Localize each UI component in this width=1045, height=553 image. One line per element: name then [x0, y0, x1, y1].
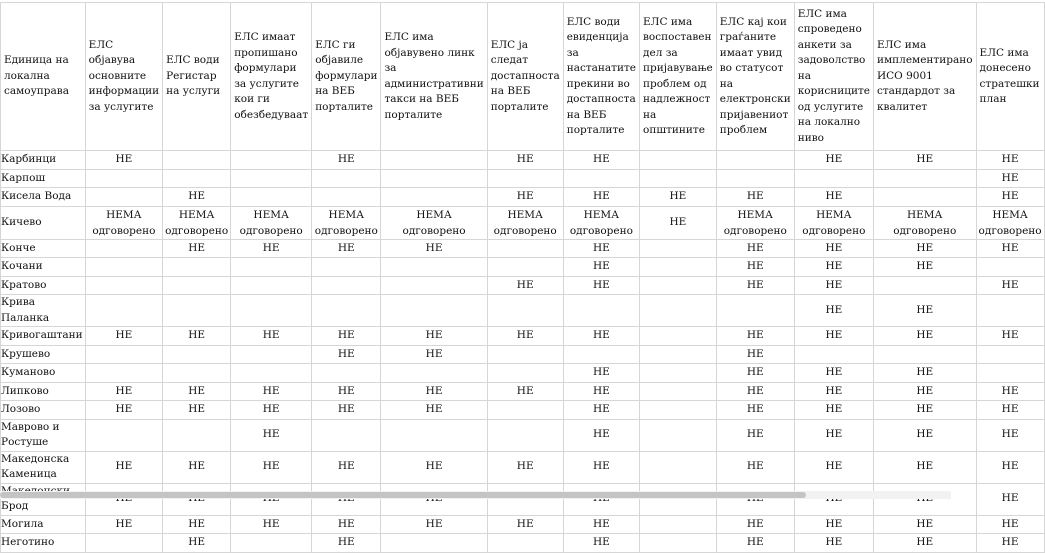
- answer-cell: НЕ: [563, 258, 639, 277]
- answer-cell: [563, 295, 639, 327]
- answer-cell: [163, 169, 231, 188]
- answer-cell: [640, 401, 717, 420]
- answer-cell: НЕМА одговорено: [976, 206, 1044, 239]
- table-row: [1, 515, 1045, 534]
- answer-cell: НЕ: [163, 327, 231, 346]
- answer-cell: НЕ: [312, 451, 381, 483]
- answer-cell: [163, 483, 231, 515]
- answer-cell: [312, 295, 381, 327]
- answer-cell: [873, 345, 976, 364]
- answer-cell: НЕ: [716, 239, 794, 258]
- answer-cell: НЕ: [563, 239, 639, 258]
- answer-cell: [794, 483, 873, 515]
- answer-cell: НЕ: [487, 382, 563, 401]
- answer-cell: НЕ: [716, 188, 794, 207]
- answer-cell: НЕ: [563, 419, 639, 451]
- answer-cell: [487, 419, 563, 451]
- answer-cell: НЕ: [716, 276, 794, 295]
- answer-cell: НЕ: [716, 419, 794, 451]
- table-row: [1, 534, 1045, 553]
- answer-cell: [976, 364, 1044, 383]
- table-row: [1, 401, 1045, 420]
- answer-cell: [231, 364, 312, 383]
- answer-cell: [976, 258, 1044, 277]
- municipality-name: Неготино: [1, 534, 86, 553]
- table-row: [1, 364, 1045, 383]
- answer-cell: НЕ: [976, 188, 1044, 207]
- answer-cell: [381, 419, 487, 451]
- answer-cell: НЕ: [312, 515, 381, 534]
- answer-cell: НЕ: [873, 151, 976, 170]
- table-row: [1, 151, 1045, 170]
- table-row: [1, 382, 1045, 401]
- municipality-name: Липково: [1, 382, 86, 401]
- answer-cell: НЕ: [794, 258, 873, 277]
- answer-cell: НЕ: [873, 515, 976, 534]
- answer-cell: НЕ: [231, 419, 312, 451]
- answer-cell: НЕ: [85, 327, 162, 346]
- municipality-name: Кратово: [1, 276, 86, 295]
- answer-cell: НЕ: [976, 327, 1044, 346]
- answer-cell: [312, 276, 381, 295]
- column-header-2: ЕЛС води Регистар на услуги: [163, 3, 231, 151]
- answer-cell: [85, 239, 162, 258]
- answer-cell: НЕ: [85, 401, 162, 420]
- answer-cell: [312, 419, 381, 451]
- answer-cell: [312, 483, 381, 515]
- answer-cell: [381, 483, 487, 515]
- table-row: [1, 295, 1045, 327]
- answer-cell: НЕ: [873, 239, 976, 258]
- answer-cell: НЕ: [312, 401, 381, 420]
- answer-cell: НЕ: [640, 206, 717, 239]
- answer-cell: НЕМА одговорено: [381, 206, 487, 239]
- answer-cell: [873, 483, 976, 515]
- answer-cell: [640, 327, 717, 346]
- column-header-5: ЕЛС има објавувено линк за административни такси на ВЕБ порталите: [381, 3, 487, 151]
- answer-cell: [487, 258, 563, 277]
- answer-cell: НЕ: [976, 401, 1044, 420]
- table-row: [1, 327, 1045, 346]
- answer-cell: [231, 258, 312, 277]
- answer-cell: [381, 276, 487, 295]
- answer-cell: НЕ: [873, 534, 976, 553]
- answer-cell: [85, 295, 162, 327]
- answer-cell: [640, 345, 717, 364]
- answer-cell: НЕМА одговорено: [312, 206, 381, 239]
- answer-cell: НЕ: [487, 451, 563, 483]
- answer-cell: [794, 169, 873, 188]
- answer-cell: НЕ: [85, 382, 162, 401]
- answer-cell: [231, 151, 312, 170]
- answer-cell: [381, 151, 487, 170]
- answer-cell: НЕ: [312, 382, 381, 401]
- answer-cell: НЕ: [487, 188, 563, 207]
- answer-cell: [794, 345, 873, 364]
- answer-cell: НЕ: [563, 401, 639, 420]
- answer-cell: [381, 364, 487, 383]
- answer-cell: [231, 169, 312, 188]
- answer-cell: НЕ: [873, 327, 976, 346]
- answer-cell: НЕ: [231, 451, 312, 483]
- answer-cell: [85, 276, 162, 295]
- answer-cell: НЕ: [563, 276, 639, 295]
- answer-cell: НЕ: [794, 364, 873, 383]
- municipality-name: Кисела Вода: [1, 188, 86, 207]
- answer-cell: НЕ: [794, 515, 873, 534]
- column-header-4: ЕЛС ги објавиле формулари на ВЕБ порталите: [312, 3, 381, 151]
- answer-cell: НЕ: [231, 382, 312, 401]
- answer-cell: НЕ: [231, 327, 312, 346]
- answer-cell: [563, 345, 639, 364]
- answer-cell: [85, 345, 162, 364]
- table-row: [1, 188, 1045, 207]
- answer-cell: [163, 276, 231, 295]
- answer-cell: НЕ: [487, 151, 563, 170]
- municipality-name: Крушево: [1, 345, 86, 364]
- column-header-1: ЕЛС објавува основните информации за услугите: [85, 3, 162, 151]
- answer-cell: НЕ: [976, 151, 1044, 170]
- answer-cell: НЕ: [976, 239, 1044, 258]
- answer-cell: [163, 419, 231, 451]
- answer-cell: [640, 239, 717, 258]
- municipality-name: Могила: [1, 515, 86, 534]
- answer-cell: НЕ: [312, 239, 381, 258]
- answer-cell: [716, 483, 794, 515]
- answer-cell: НЕ: [794, 188, 873, 207]
- answer-cell: НЕ: [716, 534, 794, 553]
- answer-cell: [976, 295, 1044, 327]
- answer-cell: НЕМА одговорено: [163, 206, 231, 239]
- answer-cell: НЕ: [381, 327, 487, 346]
- answer-cell: [231, 188, 312, 207]
- answer-cell: НЕ: [487, 276, 563, 295]
- answer-cell: НЕ: [794, 451, 873, 483]
- answer-cell: НЕ: [716, 401, 794, 420]
- answer-cell: НЕ: [487, 327, 563, 346]
- answer-cell: НЕ: [716, 345, 794, 364]
- answer-cell: НЕ: [873, 258, 976, 277]
- answer-cell: [640, 483, 717, 515]
- answer-cell: НЕ: [640, 188, 717, 207]
- table-row: [1, 419, 1045, 451]
- answer-cell: [640, 451, 717, 483]
- answer-cell: [640, 534, 717, 553]
- answer-cell: [231, 295, 312, 327]
- column-header-3: ЕЛС имаат пропишано формулари за услугите кои ги обезбедуваат: [231, 3, 312, 151]
- answer-cell: НЕ: [163, 515, 231, 534]
- answer-cell: [231, 345, 312, 364]
- answer-cell: НЕ: [976, 419, 1044, 451]
- answer-cell: [716, 169, 794, 188]
- answer-cell: [85, 188, 162, 207]
- municipality-name: Кривогаштани: [1, 327, 86, 346]
- answer-cell: НЕ: [976, 451, 1044, 483]
- column-header-12: ЕЛС има донесено стратешки план: [976, 3, 1044, 151]
- answer-cell: [381, 258, 487, 277]
- answer-cell: [487, 345, 563, 364]
- answer-cell: НЕ: [873, 364, 976, 383]
- answer-cell: НЕ: [716, 258, 794, 277]
- municipality-name: Кичево: [1, 206, 86, 239]
- municipalities-table: [0, 2, 1045, 553]
- answer-cell: НЕ: [487, 515, 563, 534]
- answer-cell: НЕ: [794, 534, 873, 553]
- answer-cell: НЕ: [85, 451, 162, 483]
- municipality-name: Кочани: [1, 258, 86, 277]
- answer-cell: [873, 188, 976, 207]
- answer-cell: НЕ: [976, 515, 1044, 534]
- answer-cell: НЕ: [563, 188, 639, 207]
- answer-cell: НЕ: [976, 483, 1044, 515]
- answer-cell: [381, 295, 487, 327]
- answer-cell: НЕ: [563, 451, 639, 483]
- answer-cell: НЕ: [312, 345, 381, 364]
- municipality-name: Карбинци: [1, 151, 86, 170]
- column-header-10: ЕЛС има спроведено анкети за задоволство на корисниците од услугите на локално ниво: [794, 3, 873, 151]
- answer-cell: [563, 169, 639, 188]
- header-row: [1, 3, 1045, 151]
- answer-cell: НЕ: [873, 401, 976, 420]
- answer-cell: НЕ: [563, 151, 639, 170]
- answer-cell: НЕ: [163, 401, 231, 420]
- answer-cell: НЕ: [716, 451, 794, 483]
- answer-cell: НЕ: [794, 327, 873, 346]
- answer-cell: НЕ: [381, 401, 487, 420]
- answer-cell: НЕ: [563, 364, 639, 383]
- answer-cell: [312, 188, 381, 207]
- answer-cell: [163, 258, 231, 277]
- answer-cell: [312, 364, 381, 383]
- answer-cell: НЕ: [563, 382, 639, 401]
- answer-cell: [487, 239, 563, 258]
- answer-cell: НЕ: [563, 515, 639, 534]
- answer-cell: [640, 295, 717, 327]
- answer-cell: [381, 188, 487, 207]
- answer-cell: [640, 364, 717, 383]
- answer-cell: [640, 382, 717, 401]
- scrollbar-thumb[interactable]: [0, 492, 806, 498]
- answer-cell: НЕМА одговорено: [231, 206, 312, 239]
- answer-cell: НЕМА одговорено: [563, 206, 639, 239]
- answer-cell: [85, 258, 162, 277]
- answer-cell: НЕМА одговорено: [85, 206, 162, 239]
- column-header-8: ЕЛС има воспоставен дел за пријавување проблем од надлежност на општините: [640, 3, 717, 151]
- answer-cell: НЕ: [231, 239, 312, 258]
- answer-cell: НЕМА одговорено: [794, 206, 873, 239]
- answer-cell: НЕ: [976, 169, 1044, 188]
- answer-cell: [976, 345, 1044, 364]
- answer-cell: [163, 345, 231, 364]
- column-header-11: ЕЛС има имплементирано ИСО 9001 стандардот за квалитет: [873, 3, 976, 151]
- answer-cell: НЕ: [873, 419, 976, 451]
- answer-cell: [85, 419, 162, 451]
- horizontal-scrollbar[interactable]: [0, 491, 951, 499]
- answer-cell: НЕ: [794, 276, 873, 295]
- column-header-municipality: Единица на локална самоуправа: [1, 3, 86, 151]
- answer-cell: [640, 151, 717, 170]
- answer-cell: НЕ: [381, 382, 487, 401]
- answer-cell: НЕ: [716, 364, 794, 383]
- answer-cell: НЕ: [163, 382, 231, 401]
- table-row: [1, 239, 1045, 258]
- answer-cell: НЕМА одговорено: [487, 206, 563, 239]
- answer-cell: [487, 483, 563, 515]
- answer-cell: НЕ: [163, 534, 231, 553]
- answer-cell: НЕ: [85, 515, 162, 534]
- answer-cell: НЕ: [312, 534, 381, 553]
- answer-cell: НЕ: [794, 295, 873, 327]
- answer-cell: [563, 483, 639, 515]
- answer-cell: НЕ: [976, 276, 1044, 295]
- municipality-name: Куманово: [1, 364, 86, 383]
- answer-cell: [381, 534, 487, 553]
- answer-cell: НЕМА одговорено: [716, 206, 794, 239]
- table-row: [1, 206, 1045, 239]
- answer-cell: НЕ: [563, 327, 639, 346]
- answer-cell: НЕ: [563, 534, 639, 553]
- municipality-name: Карпош: [1, 169, 86, 188]
- table-row: [1, 345, 1045, 364]
- answer-cell: [873, 169, 976, 188]
- municipality-name: Лозово: [1, 401, 86, 420]
- answer-cell: НЕ: [794, 382, 873, 401]
- answer-cell: [716, 295, 794, 327]
- answer-cell: НЕ: [163, 188, 231, 207]
- answer-cell: [487, 169, 563, 188]
- answer-cell: НЕ: [231, 401, 312, 420]
- answer-cell: НЕ: [873, 382, 976, 401]
- answer-cell: [640, 419, 717, 451]
- municipality-name: Конче: [1, 239, 86, 258]
- answer-cell: НЕ: [873, 295, 976, 327]
- column-header-9: ЕЛС кај кои граѓаните имаат увид во статусот на електронски пријавениот проблем: [716, 3, 794, 151]
- column-header-7: ЕЛС води евиденција за настанатите прекини во достапноста на ВЕБ порталите: [563, 3, 639, 151]
- answer-cell: НЕМА одговорено: [873, 206, 976, 239]
- answer-cell: НЕ: [716, 327, 794, 346]
- answer-cell: НЕ: [381, 345, 487, 364]
- answer-cell: [487, 401, 563, 420]
- answer-cell: НЕ: [381, 239, 487, 258]
- answer-cell: [716, 151, 794, 170]
- answer-cell: НЕ: [381, 515, 487, 534]
- answer-cell: НЕ: [312, 151, 381, 170]
- answer-cell: НЕ: [163, 451, 231, 483]
- answer-cell: [231, 483, 312, 515]
- answer-cell: [873, 276, 976, 295]
- answer-cell: НЕ: [163, 239, 231, 258]
- table-row: [1, 258, 1045, 277]
- municipality-name: Македонска Каменица: [1, 451, 86, 483]
- answer-cell: НЕ: [85, 151, 162, 170]
- table-row: [1, 276, 1045, 295]
- answer-cell: [163, 151, 231, 170]
- answer-cell: [640, 258, 717, 277]
- answer-cell: НЕ: [976, 534, 1044, 553]
- answer-cell: НЕ: [312, 327, 381, 346]
- table-row: [1, 169, 1045, 188]
- answer-cell: НЕ: [231, 515, 312, 534]
- answer-cell: НЕ: [716, 515, 794, 534]
- answer-cell: [640, 515, 717, 534]
- answer-cell: [85, 364, 162, 383]
- table-row: [1, 483, 1045, 515]
- answer-cell: НЕ: [716, 382, 794, 401]
- answer-cell: [640, 276, 717, 295]
- column-header-6: ЕЛС ја следат достапноста на ВЕБ порталите: [487, 3, 563, 151]
- municipality-name: Брод: [1, 483, 86, 515]
- answer-cell: [85, 169, 162, 188]
- answer-cell: [85, 534, 162, 553]
- municipality-name: Маврово и Ростуше: [1, 419, 86, 451]
- answer-cell: [640, 169, 717, 188]
- answer-cell: [487, 534, 563, 553]
- answer-cell: [487, 364, 563, 383]
- answer-cell: НЕ: [794, 239, 873, 258]
- answer-cell: НЕ: [794, 419, 873, 451]
- answer-cell: [163, 364, 231, 383]
- table-row: [1, 451, 1045, 483]
- answer-cell: [231, 276, 312, 295]
- answer-cell: НЕ: [381, 451, 487, 483]
- answer-cell: [487, 295, 563, 327]
- answer-cell: НЕ: [976, 382, 1044, 401]
- answer-cell: НЕ: [794, 151, 873, 170]
- answer-cell: НЕ: [873, 451, 976, 483]
- answer-cell: НЕ: [794, 401, 873, 420]
- answer-cell: [312, 258, 381, 277]
- answer-cell: [163, 295, 231, 327]
- answer-cell: [312, 169, 381, 188]
- answer-cell: [231, 534, 312, 553]
- answer-cell: [381, 169, 487, 188]
- answer-cell: [85, 483, 162, 515]
- municipality-name: Крива Паланка: [1, 295, 86, 327]
